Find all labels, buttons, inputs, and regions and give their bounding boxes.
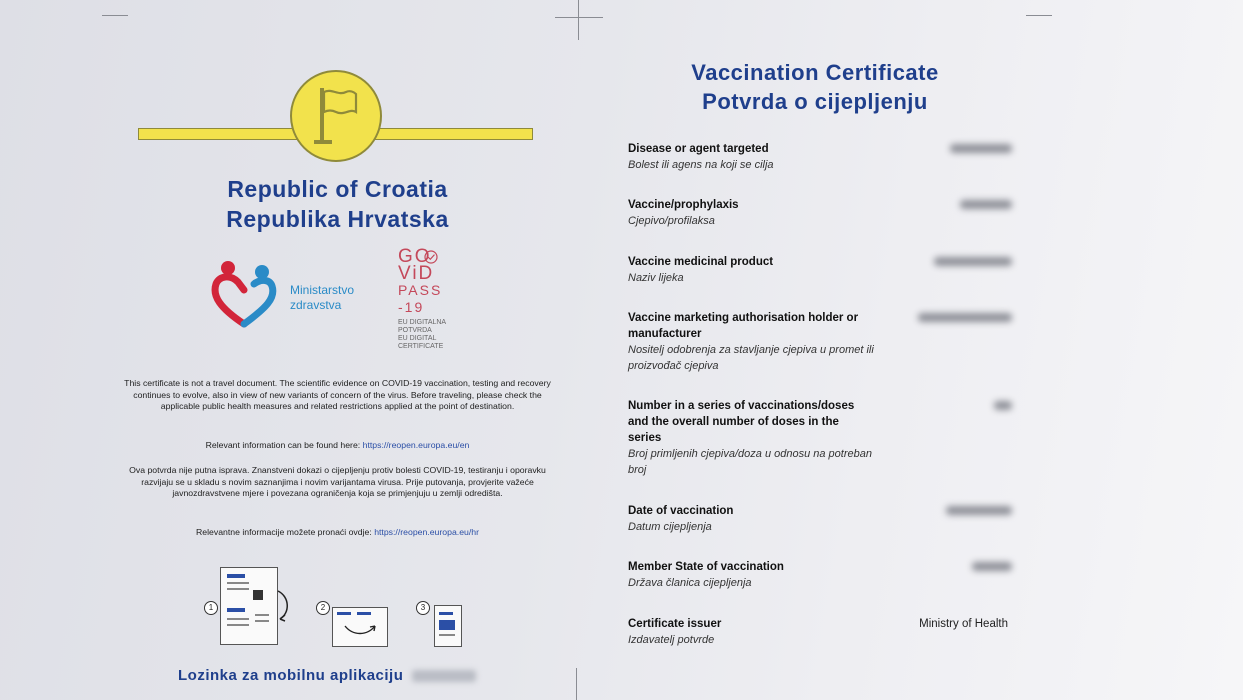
field-member-state: Member State of vaccination Država članica cijepljenja	[628, 559, 1048, 591]
step-number: 2	[316, 601, 330, 615]
redacted-value	[950, 144, 1012, 153]
mobile-app-password: Lozinka za mobilnu aplikaciju	[178, 667, 476, 684]
ministry-name: Ministarstvo zdravstva	[290, 283, 355, 312]
notice-hr: Ova potvrda nije putna isprava. Znanstveni dokazi o cijepljenju protiv bolesti COVID-19, testiranju i oporavku razvijaju se u skladu s novim saznanjima i novim varijantama virusa. Prije putovanja, provjerite važeće javnozdravstvene mjere i povezana ograničenja koja se primjenjuju u zemlji odredišta.	[129, 465, 546, 498]
notice-en: This certificate is not a travel document. The scientific evidence on COVID-19 vaccination, testing and recovery continues to evolve, also in view of new variants of concern of the virus. Before traveling, please check the applicable public health measures and related restrictions applied at the point of destination.	[124, 378, 551, 411]
certificate-issuer-value: Ministry of Health	[919, 618, 1008, 630]
field-vaccination-date: Date of vaccination Datum cijepljenja	[628, 503, 1048, 535]
certificate-title-en: Vaccination Certificate	[691, 60, 939, 85]
redacted-value	[946, 506, 1012, 515]
reopen-link-en[interactable]: https://reopen.europa.eu/en	[362, 440, 470, 450]
country-name-en: Republic of Croatia	[227, 176, 448, 202]
certificate-title-hr: Potvrda o cijepljenju	[702, 89, 928, 114]
redacted-value	[994, 401, 1012, 410]
fold-arrow-icon	[276, 589, 292, 623]
country-name-hr: Republika Hrvatska	[226, 206, 449, 232]
field-certificate-issuer: Certificate issuer Izdavatelj potvrde Ministry of Health	[628, 618, 1008, 646]
step-number: 3	[416, 601, 430, 615]
redacted-value	[960, 200, 1012, 209]
emblem-circle	[290, 70, 382, 162]
relevant-info-hr: Relevantne informacije možete pronaći ovdje: https://reopen.europa.eu/hr	[196, 527, 479, 537]
field-dose-number: Number in a series of vaccinations/doses and the overall number of doses in the series Broj primljenih cjepiva/doza u odnosu na potreban broj	[628, 398, 1048, 478]
flag-icon	[310, 86, 364, 148]
certificate-details-page	[580, 0, 1050, 700]
covid-pass-logo: GO ViD PASS -19 EU DIGITALNA POTVRDA EU DIGITAL CERTIFICATE	[398, 246, 447, 350]
field-vaccine-prophylaxis: Vaccine/prophylaxis Cjepivo/profilaksa	[628, 197, 1048, 229]
step-1-document	[220, 567, 278, 645]
redacted-password	[412, 670, 476, 682]
step-number: 1	[204, 601, 218, 615]
check-circle-icon	[424, 250, 438, 264]
usage-steps	[200, 565, 480, 650]
redacted-value	[918, 313, 1012, 322]
heart-people-icon	[210, 258, 280, 330]
relevant-info-en: Relevant information can be found here: https://reopen.europa.eu/en	[205, 440, 470, 450]
redacted-value	[934, 257, 1012, 266]
redacted-value	[972, 562, 1012, 571]
crop-mark	[576, 668, 577, 700]
reopen-link-hr[interactable]: https://reopen.europa.eu/hr	[374, 527, 479, 537]
field-disease-targeted: Disease or agent targeted Bolest ili agens na koji se cilja	[628, 141, 1048, 173]
step-2-document	[332, 607, 388, 647]
certificate-cover-page	[100, 0, 575, 700]
field-marketing-holder: Vaccine marketing authorisation holder or manufacturer Nositelj odobrenja za stavljanje cjepiva u promet ili proizvođač cjepiva	[628, 310, 1048, 374]
crop-mark	[578, 0, 579, 40]
field-vaccine-product: Vaccine medicinal product Naziv lijeka	[628, 254, 1048, 286]
step-3-document	[434, 605, 462, 647]
